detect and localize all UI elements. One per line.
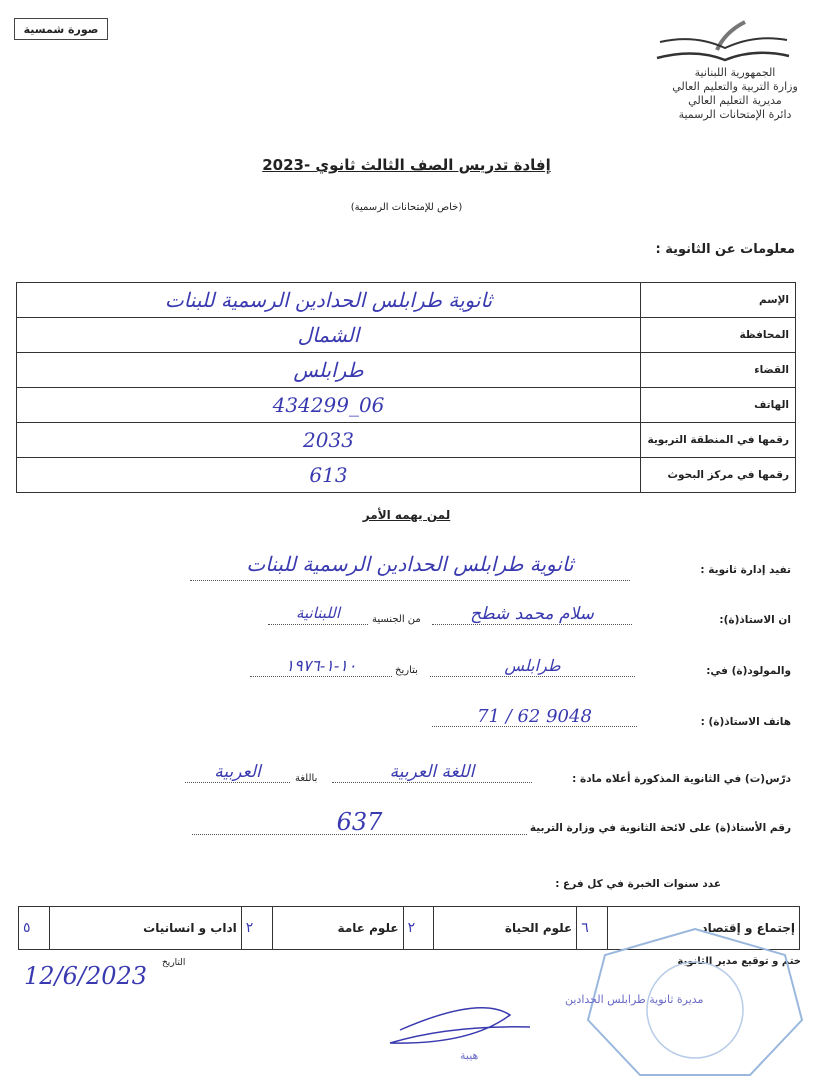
header-line: دائرة الإمتحانات الرسمية	[678, 108, 792, 121]
row-value: 2033	[17, 423, 641, 458]
branch-years: ٥	[19, 907, 50, 950]
stamp-line: هيبة	[460, 1049, 479, 1062]
date-value: 12/6/2023	[24, 962, 148, 990]
table-row	[17, 283, 796, 318]
row-label: رقمها في مركز البحوث	[641, 458, 796, 493]
row-value: 06_434299	[17, 388, 641, 423]
header-line: وزارة التربية والتعليم العالي	[672, 80, 798, 93]
row-label: الإسم	[641, 283, 796, 318]
row-value: طرابلس	[17, 353, 641, 388]
concern-heading	[0, 508, 813, 522]
branch-name: إجتماع و إقتصاد	[608, 907, 800, 950]
school-admin-value: ثانوية طرابلس الحدادين الرسمية للبنات	[190, 552, 630, 581]
taught-label: درّس(ت) في الثانوية المذكورة أعلاه مادة :	[572, 773, 791, 785]
experience-label: عدد سنوات الخبرة في كل فرع :	[555, 878, 721, 890]
row-label: الهاتف	[641, 388, 796, 423]
teacher-number-label: رقم الأستاذ(ة) على لائحة الثانوية في وزارة التربية	[529, 822, 791, 834]
table-row	[17, 318, 796, 353]
nationality-value: اللبنانية	[268, 604, 368, 625]
title-text: إفادة تدريس الصف الثالث ثانوي -2023	[262, 156, 551, 174]
row-value: الشمال	[17, 318, 641, 353]
table-row	[17, 458, 796, 493]
branch-years: ٦	[577, 907, 608, 950]
school-info-table	[16, 282, 796, 493]
header-line: مديرية التعليم العالي	[688, 94, 782, 107]
subject-value: اللغة العربية	[332, 762, 532, 783]
section-heading: معلومات عن الثانوية :	[655, 242, 795, 257]
principal-signature	[360, 985, 704, 1065]
document-subtitle: (خاص للإمتحانات الرسمية)	[350, 202, 463, 213]
row-value: 613	[17, 458, 641, 493]
born-value: طرابلس	[430, 656, 635, 677]
document-title	[0, 156, 813, 174]
branch-name: اداب و انسانيات	[49, 907, 241, 950]
language-label: باللغة	[295, 773, 318, 784]
teacher-label: ان الاستاذ(ة):	[719, 614, 791, 626]
table-row	[17, 423, 796, 458]
photo-placeholder-box	[14, 18, 108, 40]
branch-years: ٢	[403, 907, 434, 950]
teacher-phone-value: 71 / 62 9048	[432, 706, 637, 727]
branch-name: علوم الحياة	[434, 907, 577, 950]
language-value: العربية	[185, 762, 290, 783]
teacher-number-value: 637	[192, 808, 527, 835]
row-label: القضاء	[641, 353, 796, 388]
school-admin-label: تفيد إدارة ثانوية :	[700, 564, 791, 576]
teacher-value: سلام محمد شطح	[432, 604, 632, 625]
birth-date-value: ١٠-١-١٩٧٦	[250, 656, 392, 677]
signature-label: ختم و توقيع مدير الثانوية	[677, 956, 801, 967]
concern-text: لمن يهمه الأمر	[362, 508, 451, 522]
row-value: ثانوية طرابلس الحدادين الرسمية للبنات	[17, 283, 641, 318]
ministry-header	[640, 66, 830, 122]
header-line: الجمهورية اللبنانية	[694, 66, 776, 79]
date-label: التاريخ	[162, 958, 186, 968]
branch-years: ٢	[241, 907, 272, 950]
ministry-logo	[655, 20, 790, 65]
table-row	[17, 388, 796, 423]
table-row	[17, 353, 796, 388]
born-label: والمولود(ة) في:	[706, 665, 791, 677]
row-label: رقمها في المنطقة التربوية	[641, 423, 796, 458]
teacher-phone-label: هاتف الاستاذ(ة) :	[700, 716, 791, 728]
birth-date-label: بتاريخ	[395, 665, 418, 676]
row-label: المحافظة	[641, 318, 796, 353]
nationality-label: من الجنسية	[372, 614, 421, 625]
stamp-line: مديرة ثانوية طرابلس الحدادين	[565, 993, 704, 1006]
photo-label: صورة شمسية	[23, 22, 99, 36]
branch-name: علوم عامة	[272, 907, 403, 950]
